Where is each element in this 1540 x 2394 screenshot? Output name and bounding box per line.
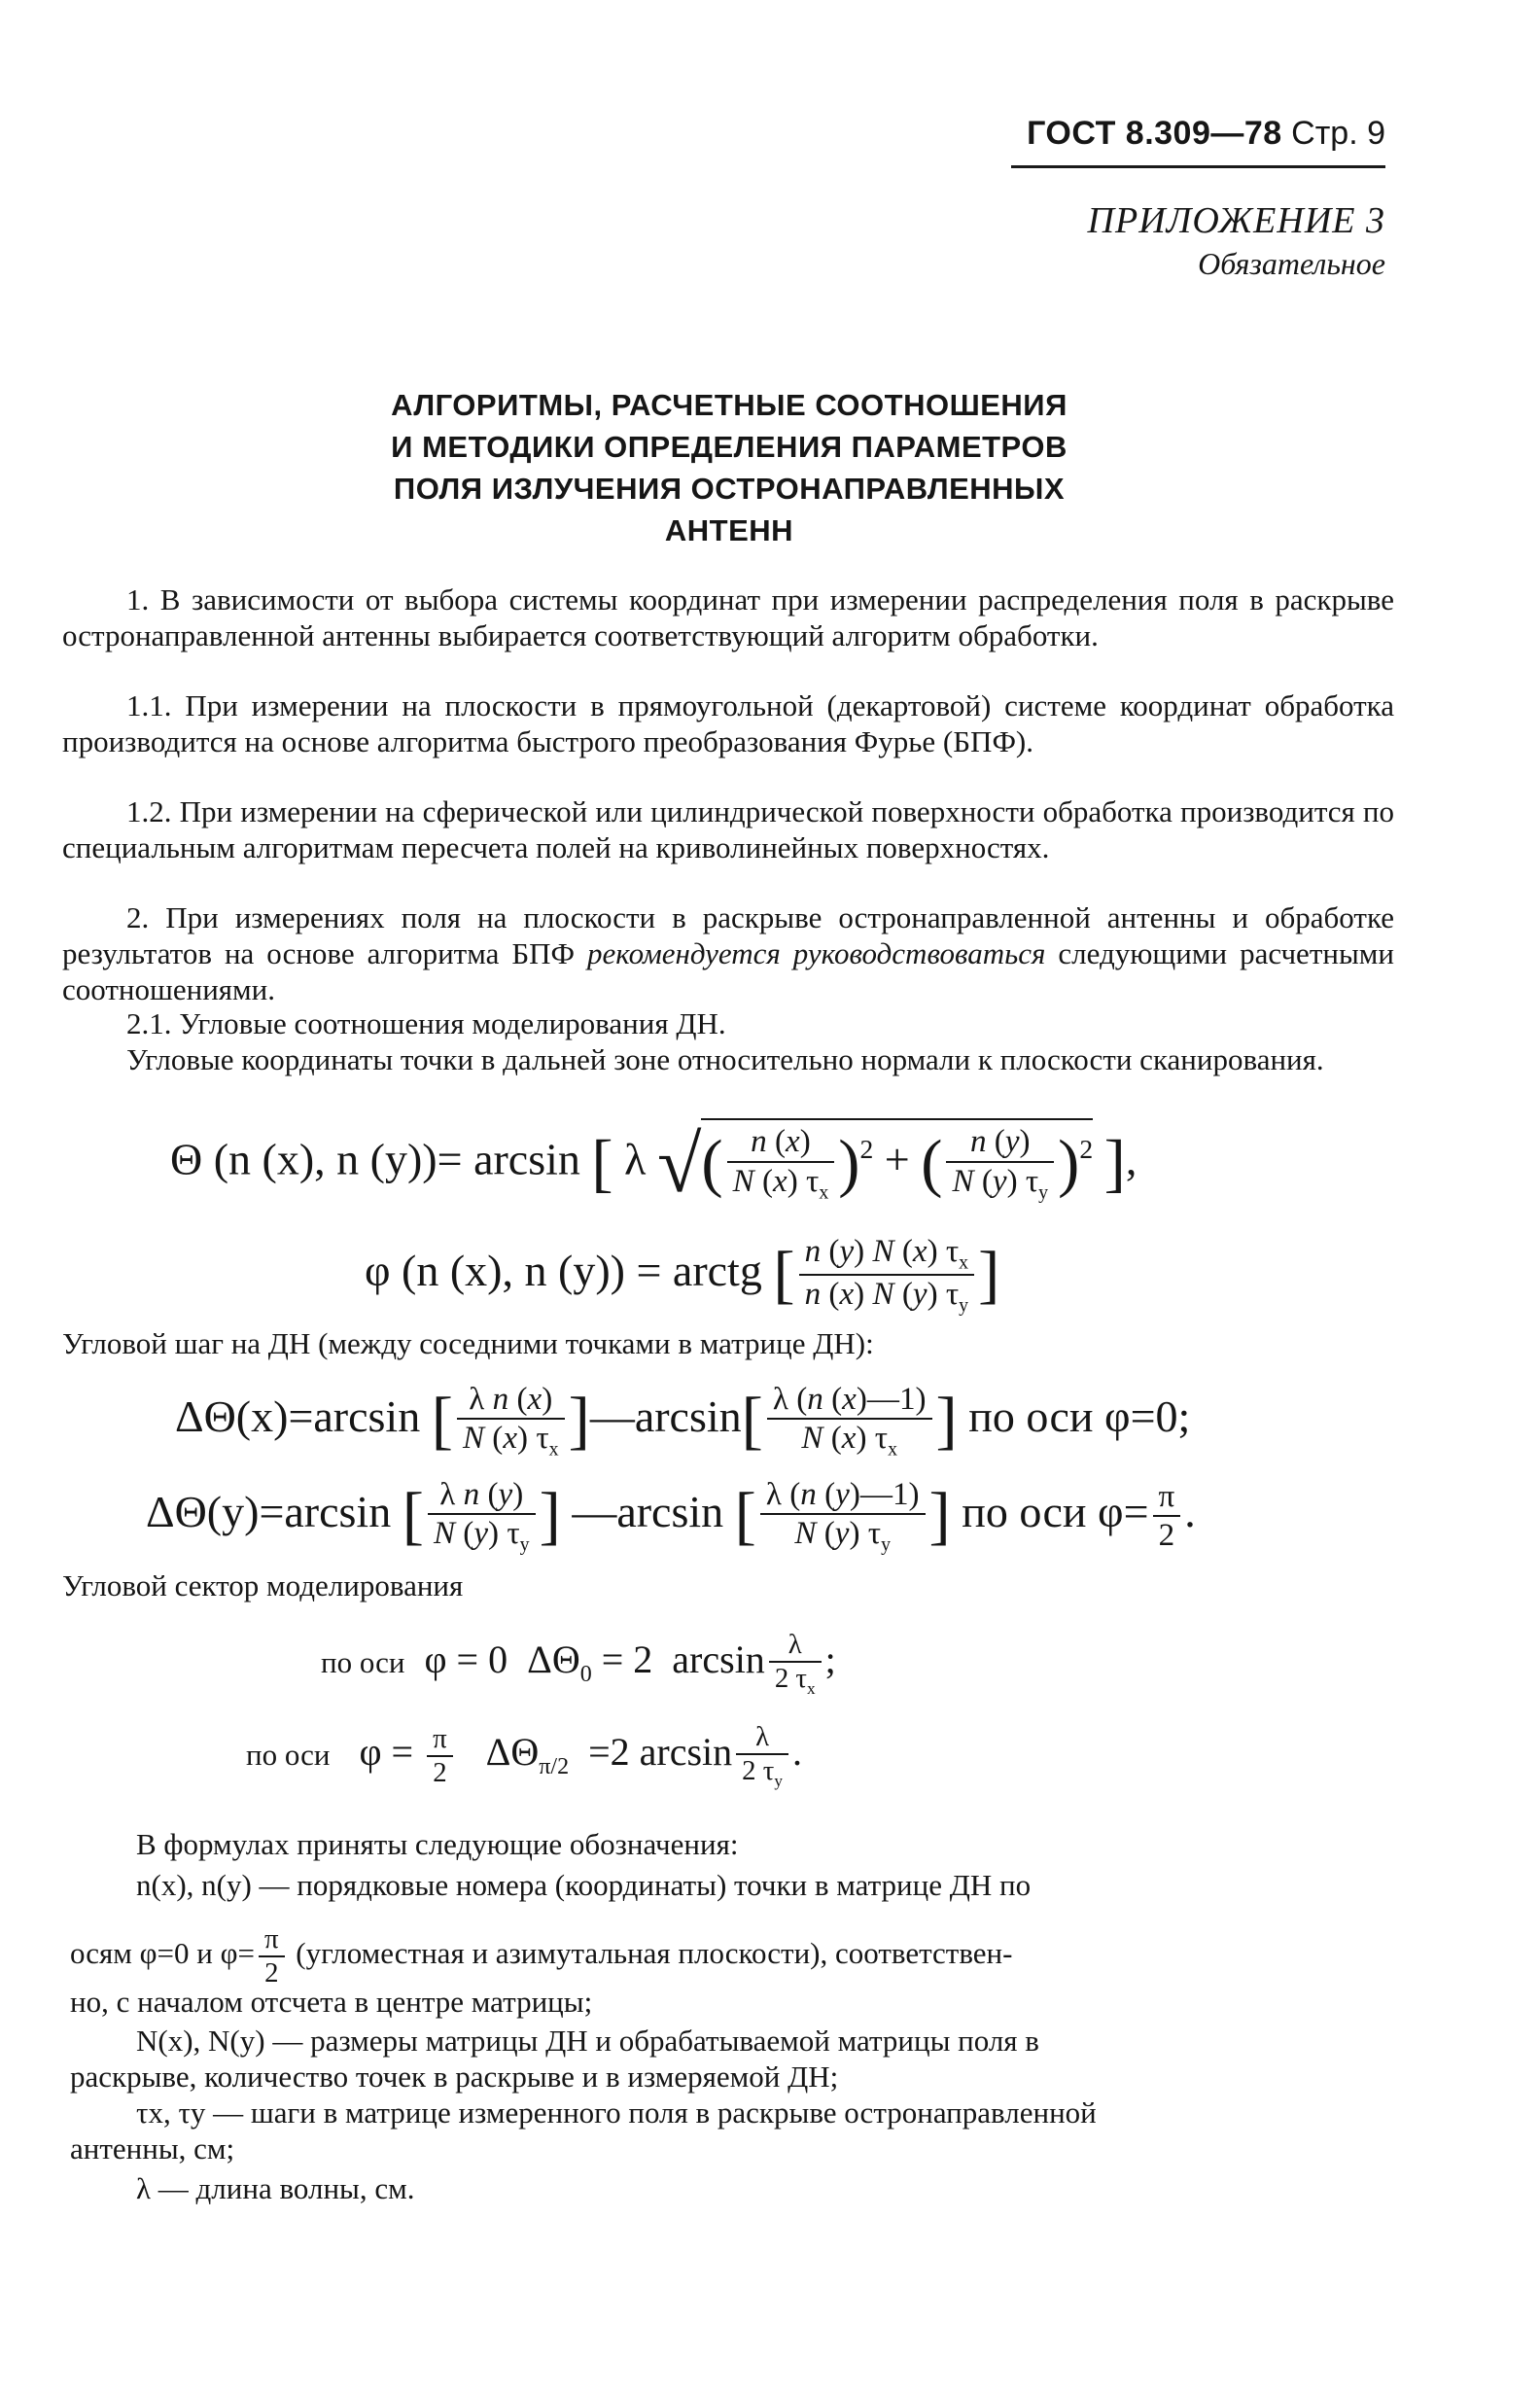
header-rule (1011, 165, 1385, 168)
appendix-title: ПРИЛОЖЕНИЕ 3 (1087, 200, 1385, 241)
formula-sector-x: по оси φ = 0 $\Delta\Theta_0 = 2$ arcsin $\frac{\lambda}{2 \tau_x}$ ; (321, 1629, 836, 1698)
paragraph-1: 1. В зависимости от выбора системы координат при измерении распределения поля в раскрыве остронаправленной антенны выбирается соответствующий алгоритм обработки. (62, 582, 1394, 652)
appendix-subtitle: Обязательное (1198, 246, 1385, 281)
formula-dtheta-y: ΔΘ(y)=arcsin [ $\frac{\text{λ n (y)}}{N (y) \tau_y}$ ] —arcsin [ $\frac{\lambda (n (y)—1)}{N (y) \tau_y}$ ] по оси φ= $\frac{\pi}{2}$ . (146, 1476, 1196, 1556)
paragraph-1-2: 1.2. При измерении на сферической или цилиндрической поверхности обработка производится по специальным алгоритмам пересчета полей на криволинейных поверхностях. (62, 794, 1394, 864)
title-line: АЛГОРИТМЫ, РАСЧЕТНЫЕ СООТНОШЕНИЯ (391, 388, 1068, 422)
paragraph-step: Угловой шаг на ДН (между соседними точками в матрице ДН): (62, 1326, 874, 1360)
title-line: АНТЕНН (664, 513, 794, 547)
standard-number: ГОСТ 8.309—78 (1027, 115, 1282, 152)
paragraph-2: 2. При измерениях поля на плоскости в раскрыве остронаправленной антенны и обработке результатов на основе алгоритма БПФ рекомендуется руководствоваться следующими расчетными соотношениями. (62, 900, 1394, 1006)
document-title (292, 384, 1167, 551)
page-number: Стр. 9 (1291, 115, 1385, 152)
paragraph-notation: В формулах приняты следующие обозначения: (136, 1827, 739, 1861)
paragraph-1-1: 1.1. При измерении на плоскости в прямоугольной (декартовой) системе координат обработка производится на основе алгоритма быстрого преобразования Фурье (БПФ). (62, 688, 1394, 758)
paragraph-2-1: 2.1. Угловые соотношения моделирования ДН. (126, 1006, 726, 1040)
paragraph-sector: Угловой сектор моделирования (62, 1568, 464, 1602)
paragraph-coords: Угловые координаты точки в дальней зоне относительно нормали к плоскости сканирования. (126, 1042, 1324, 1076)
formula-phi: φ (n (x), n (y)) = arctg [ $\frac{n (y) N (x) \tau_x}{n (x) N (y) \tau_y}$ ] (365, 1233, 1000, 1318)
notation-lambda: λ — длина волны, см. (136, 2171, 415, 2205)
title-line: И МЕТОДИКИ ОПРЕДЕЛЕНИЯ ПАРАМЕТРОВ (391, 430, 1068, 464)
formula-dtheta-x: ΔΘ(x)=arcsin [ $\frac{\text{λ n (x)}}{N (x) \tau_x}$ ]—arcsin[ $\frac{\lambda (n (x)—1)}{N (x) \tau_x}$ ] по оси φ=0; (175, 1381, 1191, 1461)
notation-n-b: осям φ=0 и φ= $\frac{\pi}{2}$ (угломестная и азимутальная плоскости), соответствен- (70, 1923, 1013, 1989)
notation-N-a: N(x), N(y) — размеры матрицы ДН и обрабатываемой матрицы поля в (136, 2024, 1039, 2058)
page-header (1011, 115, 1385, 153)
formula-theta: Θ (n (x), n (y))= arcsin [ λ √( $\frac{n (x)}{N (x) \tau_x}$ )$^2$ + ( $\frac{n (y)}{N (y) \tau_y}$ )$^2$ ], (170, 1118, 1138, 1209)
notation-N-b: раскрыве, количество точек в раскрыве и в измеряемой ДН; (70, 2060, 839, 2094)
notation-n-a: n(x), n(y) — порядковые номера (координаты) точки в матрице ДН по (136, 1868, 1032, 1902)
notation-n-c: но, с началом отсчета в центре матрицы; (70, 1985, 593, 2019)
formula-sector-y: по оси φ = $\frac{\pi}{2}$ $\Delta\Theta_{\pi/2} =2$ arcsin $\frac{\lambda}{2 \tau_y}$ . (246, 1721, 802, 1790)
title-line: ПОЛЯ ИЗЛУЧЕНИЯ ОСТРОНАПРАВЛЕННЫХ (393, 472, 1066, 506)
notation-tau-a: τx, τy — шаги в матрице измеренного поля в раскрыве остронаправленной (136, 2095, 1097, 2130)
notation-tau-b: антенны, см; (70, 2131, 235, 2165)
